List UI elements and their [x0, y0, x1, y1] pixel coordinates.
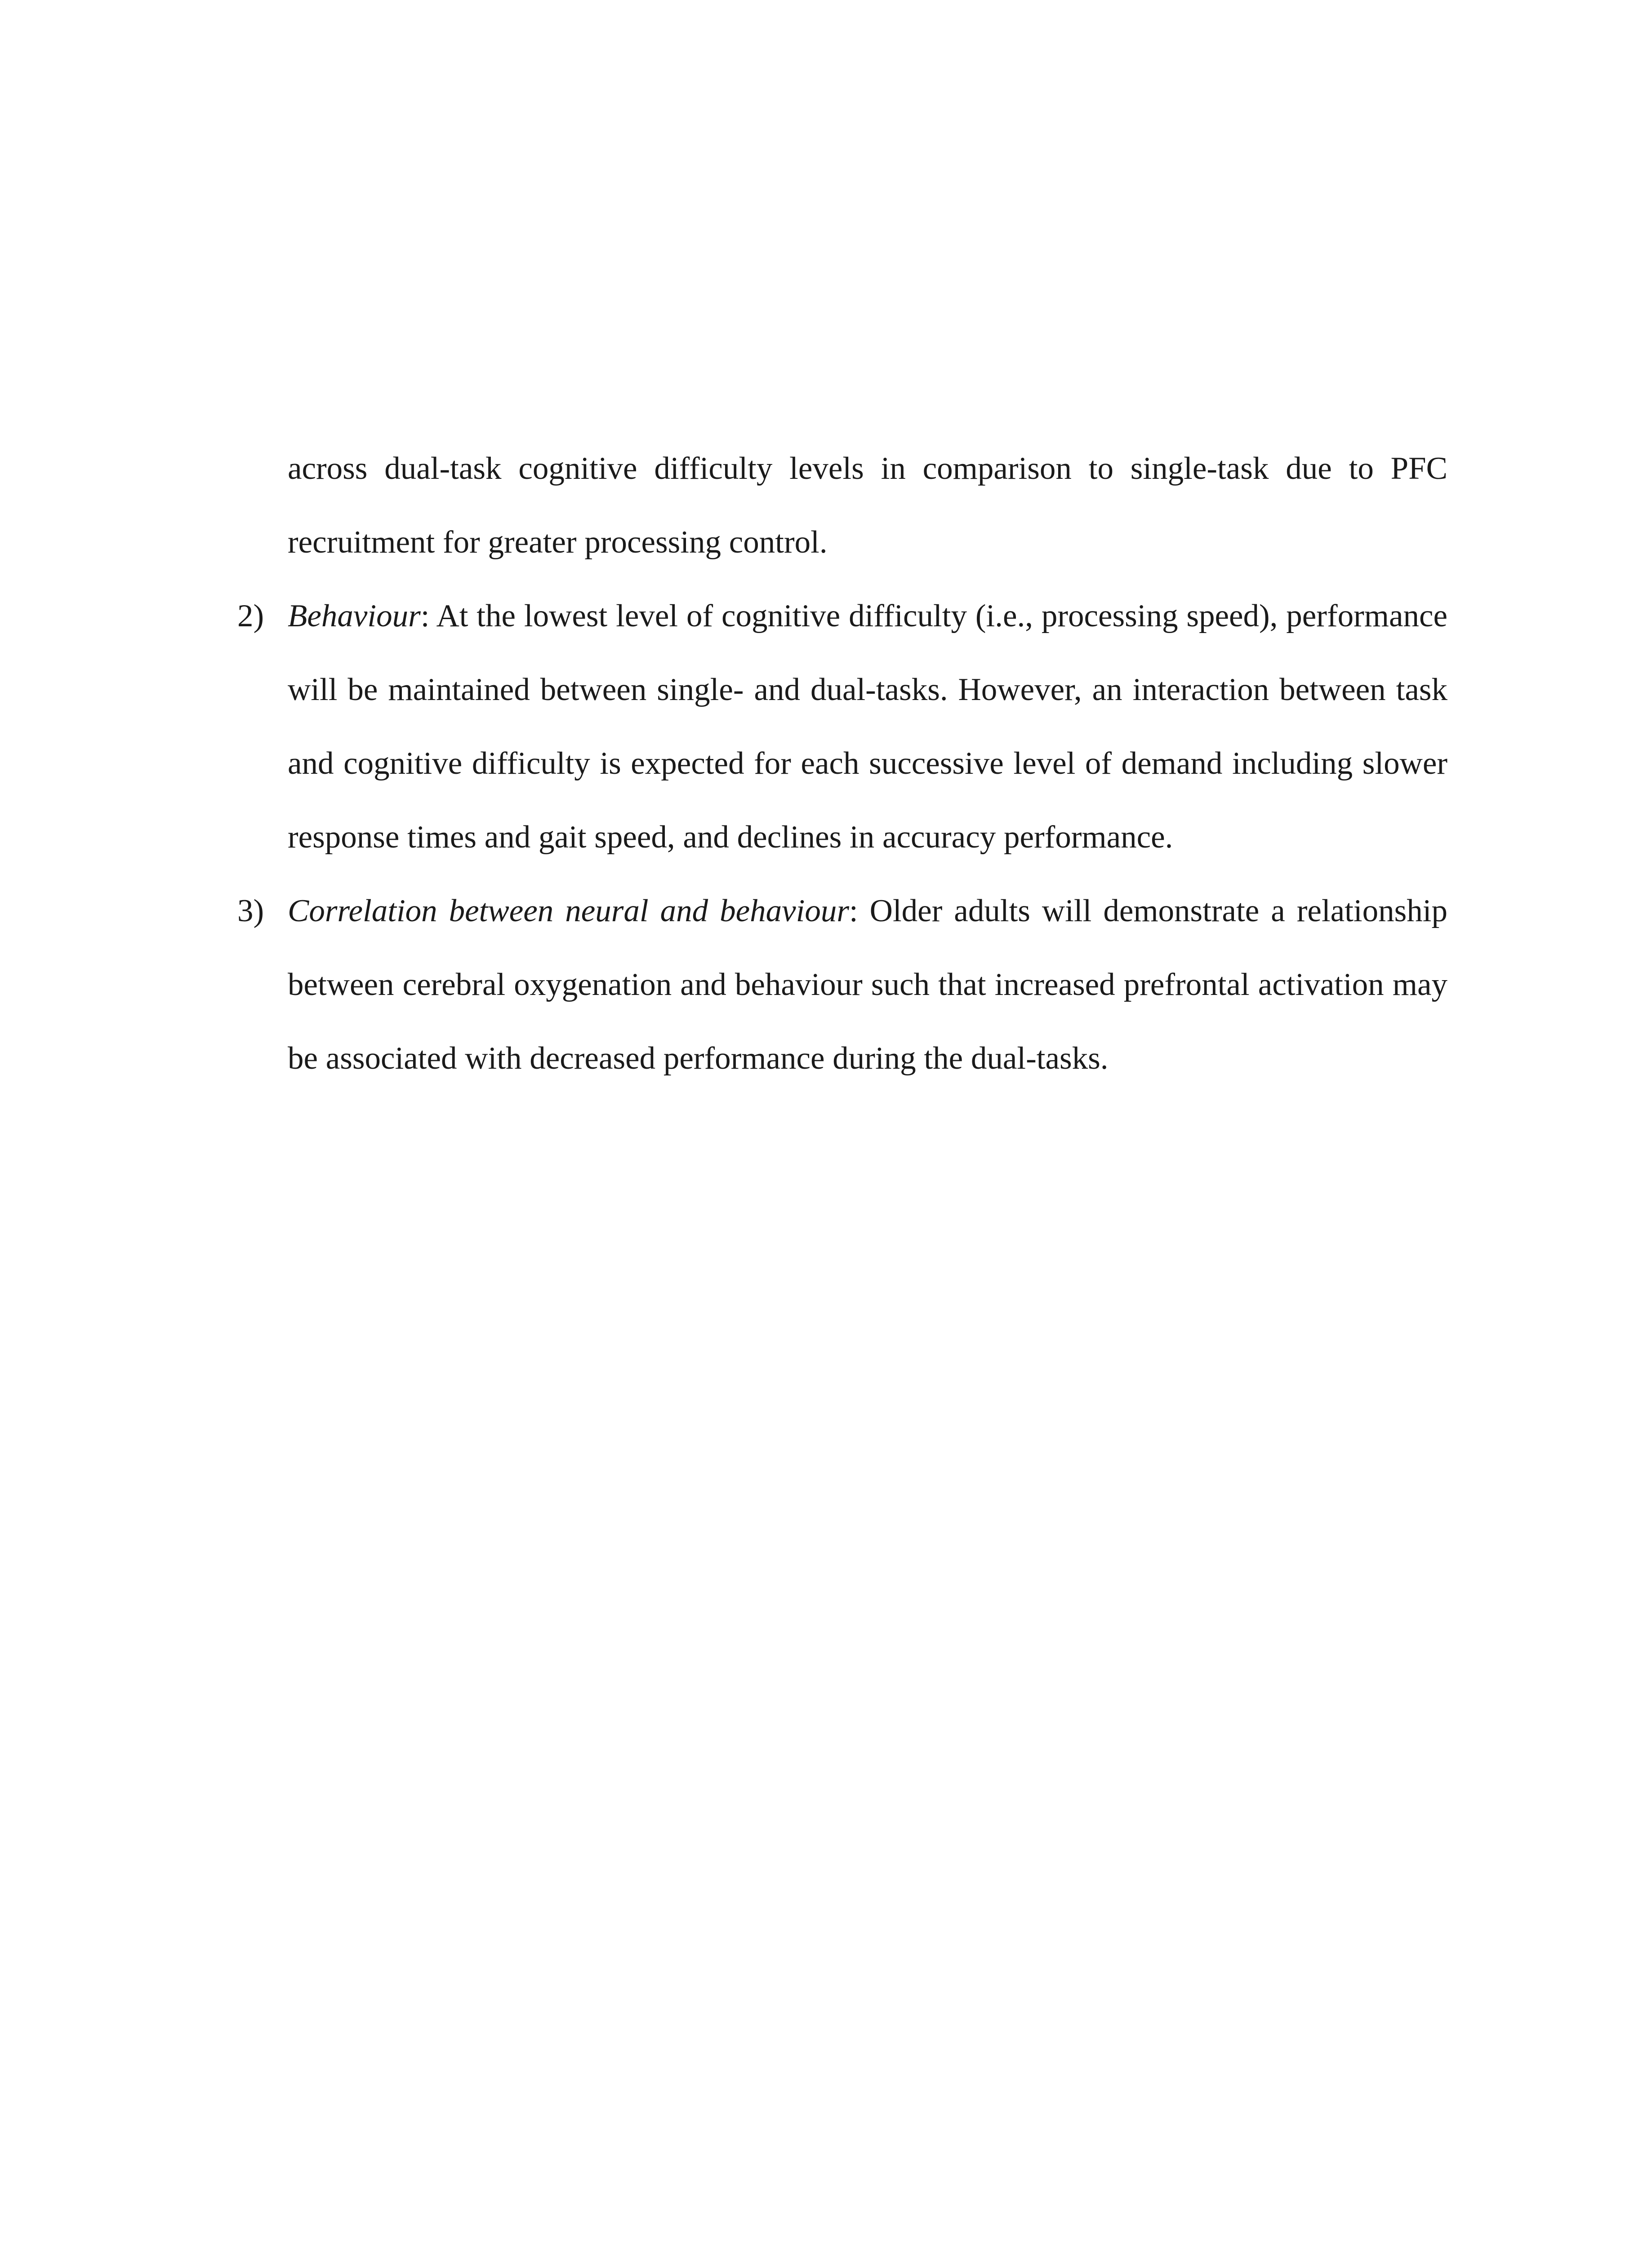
item-text: : Older adults will demonstrate a relationship between cerebral oxygenation and behaviour such that increased prefrontal activation may be associated with decreased performance during the dual-tasks.	[288, 893, 1447, 1076]
item-term: Correlation between neural and behaviour	[288, 893, 849, 928]
item-term: Behaviour	[288, 598, 421, 633]
item-text: : At the lowest level of cognitive difficulty (i.e., processing speed), performance will be maintained between single- and dual-tasks. However, an interaction between task and cognitive difficulty is expected for each successive level of demand including slower response times and gait speed, and declines in accuracy performance.	[288, 598, 1447, 855]
item-number: 3)	[237, 893, 264, 928]
hypothesis-item-2	[237, 579, 1447, 874]
item-number: 2)	[237, 598, 264, 633]
continuation-paragraph: across dual-task cognitive difficulty levels in comparison to single-task due to PFC recruitment for greater processing control.	[288, 451, 1447, 560]
body-text	[237, 432, 1447, 1095]
hypothesis-item-3	[237, 874, 1447, 1095]
